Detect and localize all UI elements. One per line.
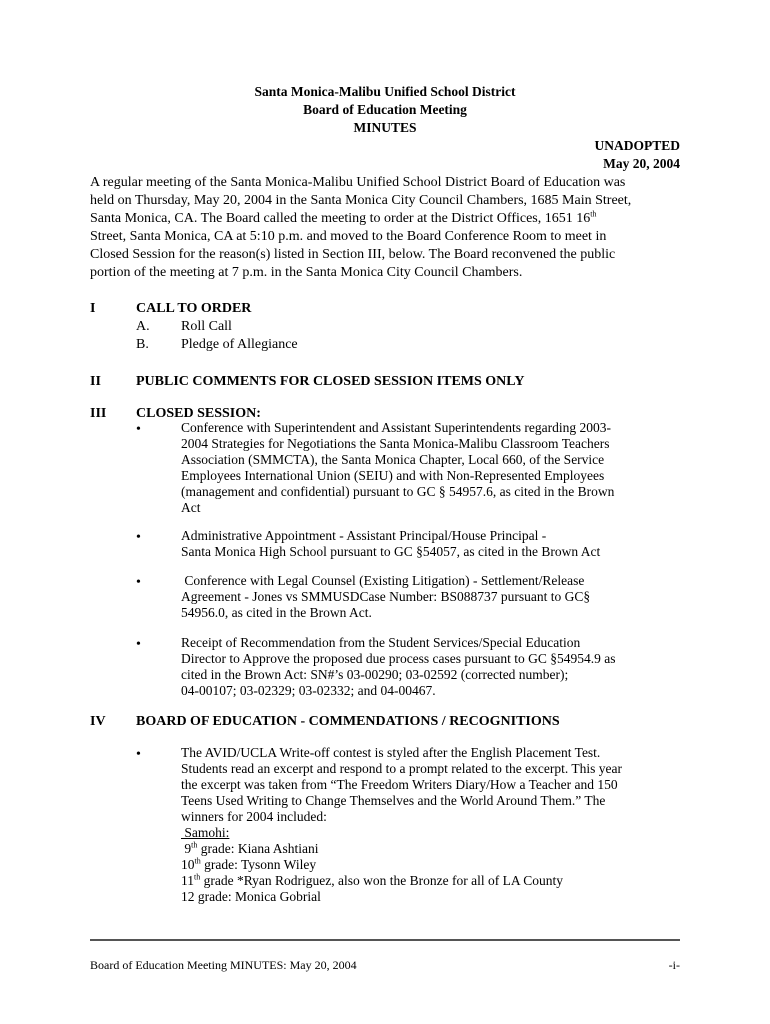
section-number: II	[90, 374, 101, 389]
intro-line: Santa Monica, CA. The Board called the meeting to order at the District Offices, 1651 16th	[90, 209, 597, 226]
closed-session-item-negotiations: Conference with Superintendent and Assistant Superintendents regarding 2003- 2004 Strategies for Negotiations the Santa Monica-Malibu Classroom Teachers Association (SMMCTA), the Santa Monica Chapter, Local 660, of the Service Employees International Union (SEIU) and with Non-Represented Employees (management and confidential) pursuant to GC § 54957.6, as cited in the Brown Act	[181, 420, 615, 515]
winner-9th: 9th grade: Kiana Ashtiani	[184, 840, 319, 856]
intro-paragraph	[90, 174, 690, 282]
bullet: •	[136, 637, 141, 652]
footer-divider	[90, 939, 680, 941]
section-number: IV	[90, 714, 106, 729]
winner-11th: 11th grade *Ryan Rodriguez, also won the Bronze for all of LA County	[181, 872, 563, 888]
district-title: Santa Monica-Malibu Unified School District	[254, 84, 516, 99]
meeting-title: Board of Education Meeting	[303, 102, 467, 117]
status-label: UNADOPTED	[594, 138, 680, 153]
bullet: •	[136, 530, 141, 545]
closed-session-item-due-process: Receipt of Recommendation from the Student Services/Special Education Director to Approve the proposed due process cases pursuant to GC §54954.9 as cited in the Brown Act: SN#’s 03-00290; 03-02592 (corrected number); 04-00107; 03-02329; 03-02332; and 04-00467.	[181, 635, 616, 698]
doc-type: MINUTES	[353, 120, 417, 135]
intro-line: Closed Session for the reason(s) listed in Section III, below. The Board reconvened the public	[90, 247, 616, 262]
item-letter: A.	[136, 319, 150, 334]
page-number: -i-	[668, 958, 680, 972]
item-roll-call: Roll Call	[181, 319, 232, 334]
school-name: Samohi:	[181, 825, 230, 840]
section-title-public-comments: PUBLIC COMMENTS FOR CLOSED SESSION ITEMS ONLY	[136, 374, 525, 389]
bullet: •	[136, 747, 141, 762]
intro-line: Street, Santa Monica, CA at 5:10 p.m. and moved to the Board Conference Room to meet in	[90, 229, 607, 244]
item-pledge: Pledge of Allegiance	[181, 337, 298, 352]
bullet: •	[136, 575, 141, 590]
winner-12th: 12 grade: Monica Gobrial	[181, 889, 321, 904]
closed-session-item-legal-counsel: Conference with Legal Counsel (Existing Litigation) - Settlement/Release Agreement - Jones vs SMMUSDCase Number: BS088737 pursuant to GC§ 54956.0, as cited in the Brown Act.	[181, 573, 591, 620]
meeting-date: May 20, 2004	[603, 156, 680, 171]
commendation-avid-ucla: The AVID/UCLA Write-off contest is styled after the English Placement Test. Students read an excerpt and respond to a prompt related to the excerpt. This year the excerpt was taken from “The Freedom Writers Diary/How a Teacher and 150 Teens Used Writing to Change Themselves and the World Around Them.” The winners for 2004 included: Samohi: 9th grade: Kiana Ashtiani 10th grade: Tysonn Wiley 11th grade *Ryan Rodriguez, also won the Bronze for all of LA County 12 grade: Monica Gobrial	[181, 745, 691, 905]
closed-session-item-appointment: Administrative Appointment - Assistant Principal/House Principal - Santa Monica High School pursuant to GC §54057, as cited in the Brown Act	[181, 528, 601, 559]
section-number: III	[90, 406, 107, 421]
winner-10th: 10th grade: Tysonn Wiley	[181, 856, 317, 872]
intro-line: portion of the meeting at 7 p.m. in the Santa Monica City Council Chambers.	[90, 265, 523, 280]
section-title-closed-session: CLOSED SESSION:	[136, 406, 261, 421]
section-number: I	[90, 301, 96, 316]
item-letter: B.	[136, 337, 149, 352]
section-title-call-to-order: CALL TO ORDER	[136, 301, 252, 316]
bullet: •	[136, 422, 141, 437]
footer-title: Board of Education Meeting MINUTES: May 20, 2004	[90, 958, 357, 972]
section-title-commendations: BOARD OF EDUCATION - COMMENDATIONS / RECOGNITIONS	[136, 714, 560, 729]
intro-line: A regular meeting of the Santa Monica-Malibu Unified School District Board of Education was	[90, 175, 626, 190]
intro-line: held on Thursday, May 20, 2004 in the Santa Monica City Council Chambers, 1685 Main Street,	[90, 193, 632, 208]
